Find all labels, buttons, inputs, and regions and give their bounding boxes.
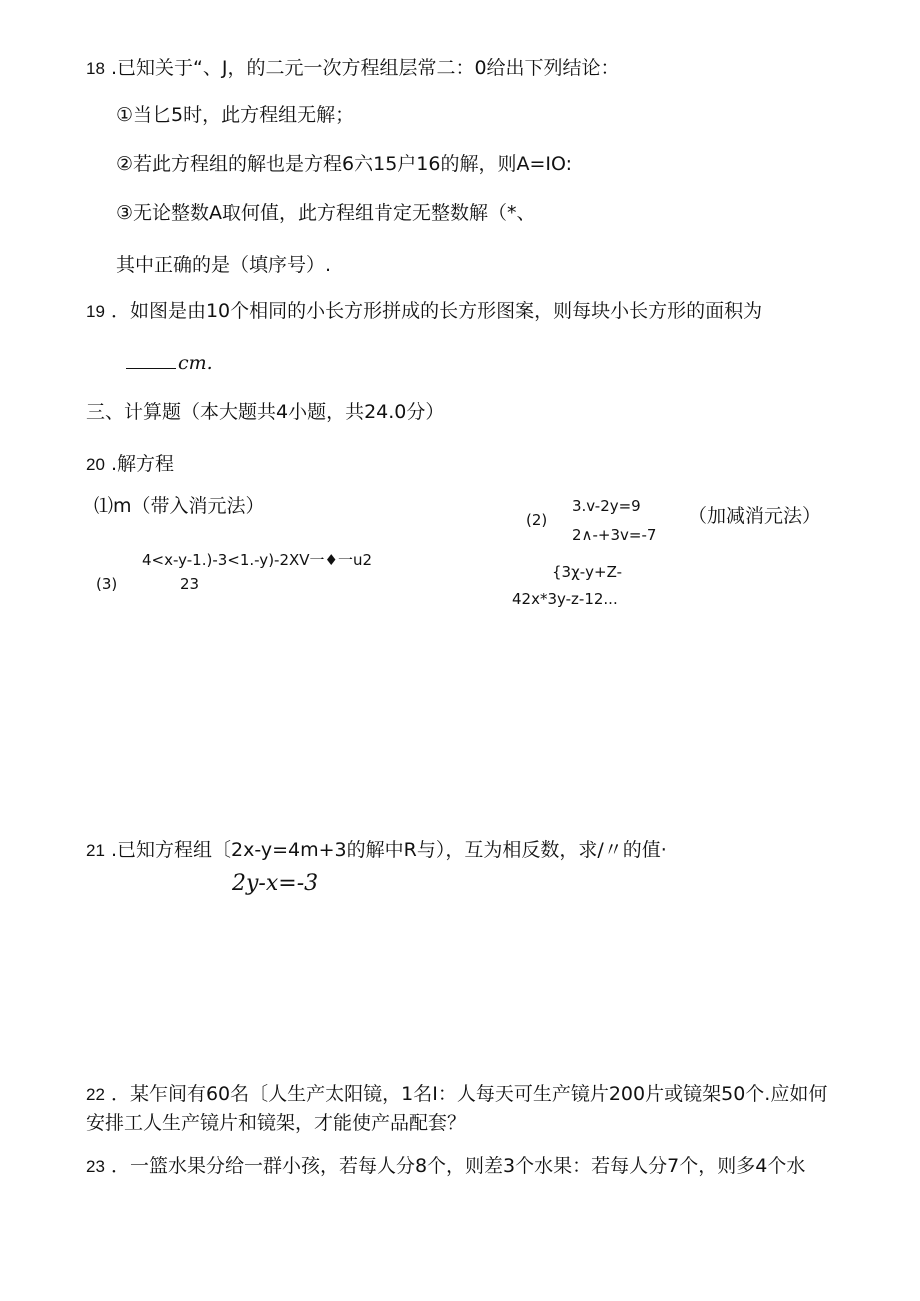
question-20-part-4-line-1: {3χ-y+Z- [552, 563, 623, 581]
question-text: ．一篮水果分给一群小孩，若每人分8个，则差3个水果：若每人分7个，则多4个水 [110, 1155, 806, 1177]
question-number: 23 [86, 1157, 105, 1176]
question-23-line-1 [86, 1154, 805, 1179]
question-18-stem [86, 56, 620, 81]
question-text: .解方程 [110, 453, 175, 475]
question-21-equation-2: 2y-x=-3 [232, 871, 319, 896]
question-20-part-3-line-2: 23 [180, 575, 200, 593]
question-21-stem [86, 838, 667, 863]
question-18-answer-prompt: 其中正确的是（填序号）. [116, 254, 332, 276]
question-number: 21 [86, 841, 105, 860]
question-18-option-2: ②若此方程组的解也是方程6六15户16的解，则A=IO: [116, 153, 573, 175]
answer-blank [126, 354, 176, 369]
question-20-part-2-label: (2) [526, 511, 548, 529]
unit-label: cm. [178, 352, 213, 374]
question-20-part-3-label: (3) [96, 575, 118, 593]
question-text: ．如图是由10个相同的小长方形拼成的长方形图案，则每块小长方形的面积为 [110, 300, 763, 322]
question-number: 18 [86, 59, 105, 78]
question-20-part-1: ⑴m（带入消元法） [94, 495, 265, 517]
question-text: .已知方程组〔2x-y=4m+3的解中R与），互为相反数，求/〃的值· [110, 839, 667, 861]
question-20-part-2-method: （加减消元法） [688, 505, 822, 527]
question-number: 22 [86, 1085, 105, 1104]
question-number: 20 [86, 455, 105, 474]
question-19-stem [86, 299, 762, 324]
question-20-part-2-equation-2: 2∧-+3v=-7 [572, 526, 657, 544]
question-22-line-1 [86, 1082, 827, 1107]
question-number: 19 [86, 302, 105, 321]
question-20-stem [86, 452, 174, 477]
question-20-part-4-line-2: 42x*3y-z-12... [512, 590, 618, 608]
question-18-option-3: ③无论整数A取何值，此方程组肯定无整数解（*、 [116, 202, 536, 224]
question-18-option-1: ①当匕5时，此方程组无解； [116, 104, 355, 126]
question-text: .已知关于“、J，的二元一次方程组层常二：0给出下列结论： [110, 57, 620, 79]
question-22-line-2: 安排工人生产镜片和镜架，才能使产品配套？ [86, 1112, 467, 1134]
question-20-part-2-equation-1: 3.v-2y=9 [572, 497, 641, 515]
question-19-answer-blank [126, 351, 213, 375]
question-text: ．某乍间有60名〔人生产太阳镜，1名I：人每天可生产镜片200片或镜架50个.应如何 [110, 1083, 828, 1105]
section-title: 三、计算题（本大题共4小题，共24.0分） [86, 401, 445, 423]
question-20-part-3-line-1: 4<x-y-1.)-3<1.-y)-2XV一♦一u2 [142, 551, 373, 569]
